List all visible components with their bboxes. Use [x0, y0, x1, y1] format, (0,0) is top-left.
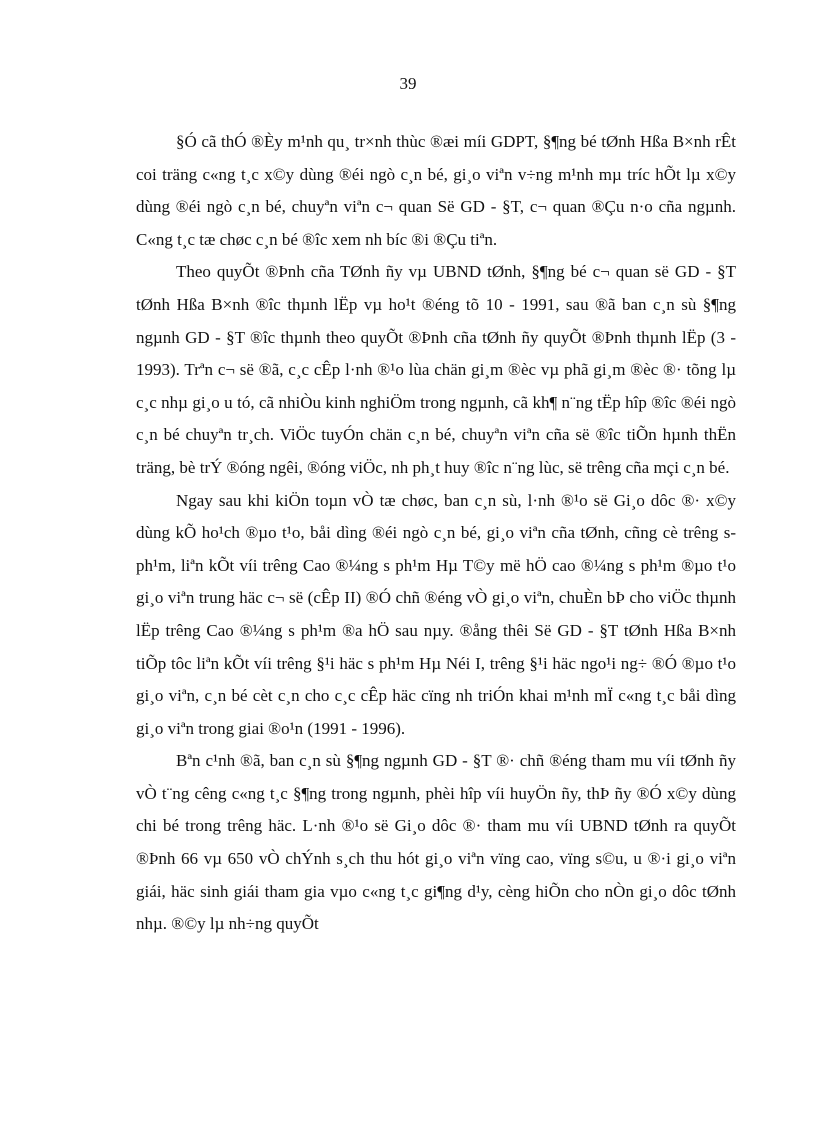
paragraph-1: §Ó cã thÓ ®Èy m¹nh qu¸ tr×nh thùc ®æi míi GDPT, §¶ng bé tØnh Hßa B×nh rÊt coi träng c«ng t¸c x©y dùng ®éi ngò c¸n bé, gi¸o viªn v÷ng m¹nh mµ tríc hÕt lµ x©y dùng ®éi ngò c¸n bé, chuyªn viªn c¬ quan Së GD - §T, c¬ quan ®Çu n·o cña ngµnh. C«ng t¸c tæ chøc c¸n bé ®îc xem nh bíc ®i ®Çu tiªn. [136, 132, 736, 249]
body-text [136, 126, 736, 941]
paragraph-3: Ngay sau khi kiÖn toµn vÒ tæ chøc, ban c¸n sù, l·nh ®¹o së Gi¸o dôc ®· x©y dùng kÕ ho¹ch ®µo t¹o, båi dìng ®éi ngò c¸n bé, gi¸o viªn cña tØnh, cñng cè trêng s ph¹m, liªn kÕt víi trêng Cao ®¼ng s ph¹m Hµ T©y më hÖ cao ®¼ng s ph¹m ®µo t¹o gi¸o viªn trung häc c¬ së (cÊp II) ®Ó chñ ®éng vÒ gi¸o viªn, chuÈn bÞ cho viÖc thµnh lËp trêng Cao ®¼ng s ph¹m ®a hÖ sau nµy. ®ång thêi Së GD - §T tØnh Hßa B×nh tiÕp tôc liªn kÕt víi trêng §¹i häc s ph¹m Hµ Néi I, trêng §¹i häc ngo¹i ng÷ ®Ó ®µo t¹o gi¸o viªn, c¸n bé cèt c¸n cho c¸c cÊp häc cïng nh triÓn khai m¹nh mÏ c«ng t¸c båi dìng gi¸o viªn trong giai ®o¹n (1991 - 1996). [136, 490, 736, 738]
page-number: 39 [399, 74, 417, 93]
paragraph-4: Bªn c¹nh ®ã, ban c¸n sù §¶ng ngµnh GD - §T ®· chñ ®éng tham mu víi tØnh ñy vÒ t¨ng cêng c«ng t¸c §¶ng trong ngµnh, phèi hîp víi huyÖn ñy, thÞ ñy ®Ó x©y dùng chi bé trong trêng häc. L·nh ®¹o së Gi¸o dôc ®· tham mu víi UBND tØnh ra quyÕt ®Þnh 66 vµ 650 vÒ chÝnh s¸ch thu hót gi¸o viªn vïng cao, vïng s©u, u ®·i gi¸o viªn giái, häc sinh giái tham gia vµo c«ng t¸c gi¶ng d¹y, cèng hiÕn cho nÒn gi¸o dôc tØnh nhµ. ®©y lµ nh÷ng quyÕt [136, 751, 736, 934]
paragraph-2: Theo quyÕt ®Þnh cña TØnh ñy vµ UBND tØnh, §¶ng bé c¬ quan së GD - §T tØnh Hßa B×nh ®îc thµnh lËp vµ ho¹t ®éng tõ 10 - 1991, sau ®ã ban c¸n sù §¶ng ngµnh GD - §T ®îc thµnh theo quyÕt ®Þnh cña tØnh ñy quyÕt ®Þnh thµnh lËp (3 - 1993). Trªn c¬ së ®ã, c¸c cÊp l·nh ®¹o lùa chän gi¸m ®èc vµ phã gi¸m ®èc ®· tõng lµ c¸c nhµ gi¸o u tó, cã nhiÒu kinh nghiÖm trong ngµnh, cã kh¶ n¨ng tËp hîp ®îc ®éi ngò c¸n bé chuyªn tr¸ch. ViÖc tuyÓn chän c¸n bé, chuyªn viªn cña së ®îc tiÕn hµnh thËn träng, bè trÝ ®óng ngêi, ®óng viÖc, nh ph¸t huy ®îc n¨ng lùc, së trêng cña mçi c¸n bé. [136, 262, 736, 477]
